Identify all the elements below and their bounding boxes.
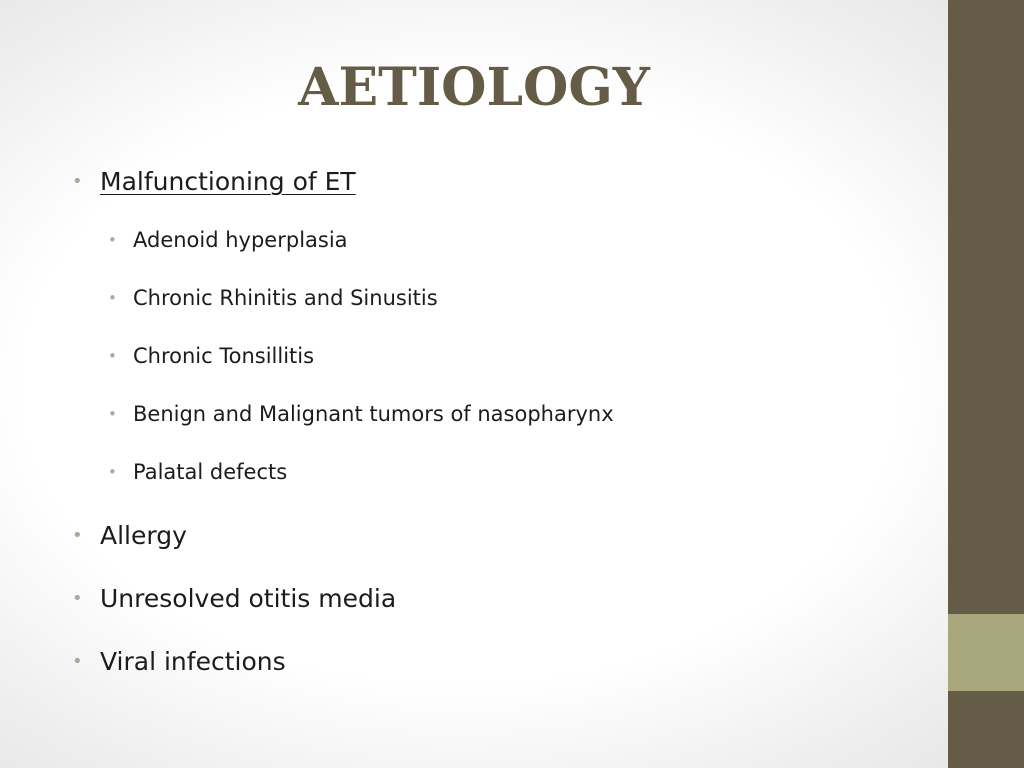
bullet-text: Chronic Rhinitis and Sinusitis — [133, 286, 438, 310]
bullet-text: Benign and Malignant tumors of nasopharynx — [133, 402, 614, 426]
bullet-text: Unresolved otitis media — [100, 583, 397, 613]
bullet-dot: • — [108, 289, 117, 307]
bullet-text: Viral infections — [100, 646, 286, 676]
bullet-dot: • — [72, 524, 83, 546]
sub-bullet-item-chronic-tonsillitis — [108, 341, 314, 371]
bullet-item-allergy — [72, 517, 187, 553]
sub-bullet-item-adenoid-hyperplasia — [108, 225, 348, 255]
bullet-text: Malfunctioning of ET — [100, 166, 356, 196]
bullet-dot: • — [72, 170, 83, 192]
side-accent-block — [948, 614, 1024, 691]
bullet-dot: • — [108, 347, 117, 365]
bullet-text: Adenoid hyperplasia — [133, 228, 348, 252]
bullet-dot: • — [72, 587, 83, 609]
bullet-text: Palatal defects — [133, 460, 288, 484]
sub-bullet-item-nasopharynx-tumors — [108, 399, 614, 429]
sub-bullet-item-palatal-defects — [108, 457, 287, 487]
bullet-dot: • — [108, 405, 117, 423]
bullet-item-viral-infections — [72, 643, 286, 679]
bullet-dot: • — [72, 650, 83, 672]
bullet-text: Allergy — [100, 520, 187, 550]
bullet-item-malfunctioning-of-et — [72, 163, 356, 199]
bullet-dot: • — [108, 231, 117, 249]
bullet-dot: • — [108, 463, 117, 481]
bullet-text: Chronic Tonsillitis — [133, 344, 315, 368]
bullet-item-unresolved-otitis-media — [72, 580, 396, 616]
slide-title: AETIOLOGY — [298, 57, 650, 118]
sub-bullet-item-chronic-rhinitis — [108, 283, 438, 313]
